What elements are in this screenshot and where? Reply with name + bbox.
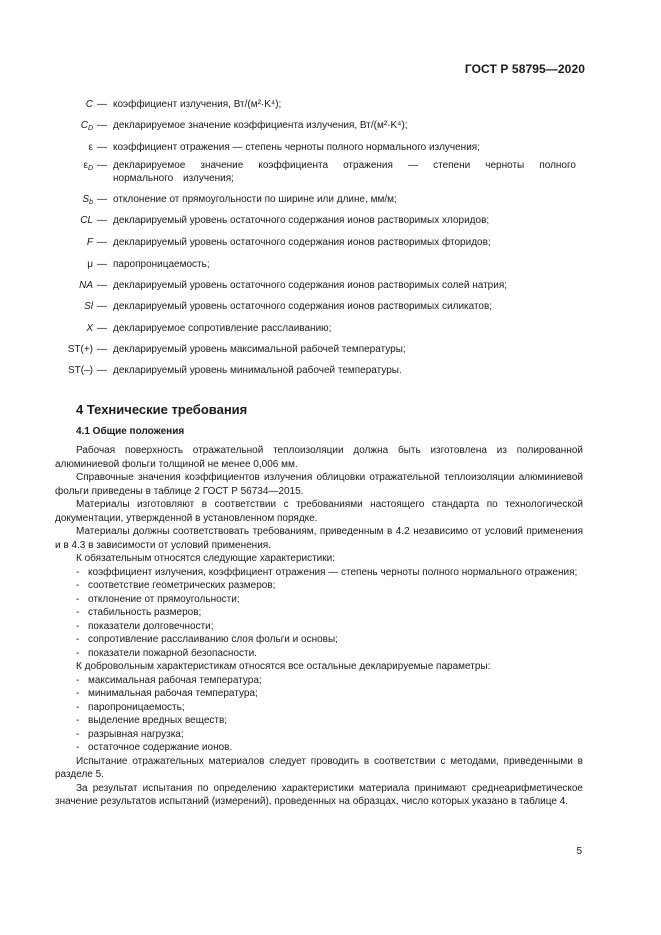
symbol-description: декларируемое значение коэффициента излучения, Вт/(м²·K⁴);	[113, 120, 408, 131]
em-dash: —	[97, 215, 107, 226]
paragraph: За результат испытания по определению характеристики материала принимают среднеарифметическое значение результатов испытаний (измерений), проведенных на образцах, число которых указано в таблице 4.	[55, 782, 583, 807]
list-item-text: соответствие геометрических размеров;	[88, 580, 276, 591]
symbol	[82, 193, 93, 206]
symbol-description: отклонение от прямоугольности по ширине или длине, мм/м;	[113, 194, 397, 205]
em-dash: —	[97, 120, 107, 131]
symbol	[84, 300, 93, 313]
paragraph: Материалы должны соответствовать требованиям, приведенным в 4.2 независимо от условий применения и в 4.3 в зависимости от условий применения.	[55, 526, 583, 551]
symbol-description: декларируемый уровень остаточного содержания ионов растворимых хлоридов;	[113, 215, 490, 226]
symbol-letter: Sl	[84, 301, 93, 312]
list-bullet: -	[76, 728, 80, 740]
paragraph: Испытание отражательных материалов следует проводить в соответствии с методами, приведенными в разделе 5.	[55, 755, 583, 780]
list-item	[55, 633, 583, 647]
symbol-letter: μ	[87, 259, 93, 270]
em-dash: —	[97, 99, 107, 110]
list-item-text: сопротивление расслаиванию слоя фольги и основы;	[88, 634, 338, 645]
symbol-letter: ST(+)	[67, 344, 93, 355]
paragraph: Материалы изготовляют в соответствии с требованиями настоящего стандарта по технологической документации, утвержденной в установленном порядке.	[55, 499, 583, 524]
symbol-description: коэффициент отражения — степень черноты полного нормального излучения;	[113, 142, 480, 153]
em-dash: —	[97, 142, 107, 153]
symbol-description: коэффициент излучения, Вт/(м²·K⁴);	[113, 99, 282, 110]
symbol-description: декларируемое значение коэффициента отражения — степени черноты полного нормального излучения;	[113, 160, 576, 184]
list-bullet: -	[76, 593, 80, 605]
list-item-text: показатели долговечности;	[88, 620, 214, 632]
symbol-letter: S	[82, 194, 90, 205]
em-dash: —	[97, 160, 107, 171]
symbol	[87, 236, 93, 249]
paragraph: Справочные значения коэффициентов излучения облицовки отражательной теплоизоляции алюминиевой фольги приведены в таблице 2 ГОСТ Р 56734—2015.	[55, 472, 583, 497]
list-item	[55, 606, 583, 620]
list-item	[55, 741, 583, 755]
symbol-letter: F	[86, 237, 93, 248]
list-item-text: минимальная рабочая температура;	[88, 688, 258, 699]
list-bullet: -	[76, 620, 80, 632]
paragraph: К обязательным относятся следующие характеристики:	[76, 553, 336, 564]
document-code: ГОСТ Р 58795—2020	[464, 62, 585, 76]
symbol-description: декларируемый уровень остаточного содержания ионов растворимых фторидов;	[113, 237, 491, 248]
list-bullet: -	[76, 566, 80, 578]
symbol-subscript: b	[89, 199, 93, 206]
list-item	[55, 714, 583, 728]
symbol-description: декларируемый уровень минимальной рабочей температуры.	[113, 365, 402, 376]
list-item	[55, 566, 583, 580]
symbol-description: декларируемый уровень остаточного содержания ионов растворимых силикатов;	[113, 301, 493, 312]
page-number: 5	[576, 846, 582, 857]
list-item	[55, 687, 583, 701]
list-bullet: -	[76, 701, 80, 713]
list-bullet: -	[76, 688, 80, 699]
symbol-letter: ε	[83, 160, 88, 171]
symbol-letter: C	[80, 120, 88, 131]
em-dash: —	[97, 194, 107, 205]
symbol	[68, 364, 93, 377]
em-dash: —	[97, 344, 107, 355]
list-item	[55, 579, 583, 593]
em-dash: —	[97, 259, 107, 270]
list-item-text: выделение вредных веществ;	[88, 715, 228, 726]
list-bullet: -	[76, 742, 80, 753]
list-item-text: паропроницаемость;	[88, 701, 185, 713]
symbol-description: паропроницаемость;	[113, 259, 210, 270]
symbol-subscript: D	[87, 165, 93, 172]
symbol	[89, 141, 93, 154]
em-dash: —	[97, 237, 107, 248]
paragraph: К добровольным характеристикам относятся все остальные декларируемые параметры:	[76, 661, 491, 672]
list-bullet: -	[76, 580, 80, 591]
list-bullet: -	[76, 634, 80, 645]
symbol	[68, 343, 93, 356]
symbol	[79, 279, 93, 292]
list-item-text: разрывная нагрузка;	[88, 728, 184, 740]
list-bullet: -	[76, 647, 80, 659]
symbol-letter: CL	[80, 215, 93, 226]
em-dash: —	[97, 301, 107, 312]
em-dash: —	[97, 365, 107, 376]
symbol-letter: NA	[79, 280, 93, 291]
symbol-letter: ε	[88, 142, 93, 153]
list-bullet: -	[76, 715, 80, 726]
voluntary-characteristics-list	[55, 674, 583, 755]
list-item	[55, 701, 583, 715]
list-bullet: -	[76, 607, 80, 618]
list-item-text: коэффициент излучения, коэффициент отражения — степень черноты полного нормального отражения;	[88, 566, 578, 578]
paragraph: Рабочая поверхность отражательной теплоизоляции должна быть изготовлена из полированной алюминиевой фольги толщиной не менее 0,006 мм.	[55, 445, 583, 470]
mandatory-characteristics-list	[55, 566, 583, 661]
em-dash: —	[97, 280, 107, 291]
list-item-text: отклонение от прямоугольности;	[88, 593, 240, 605]
symbol-description: декларируемый уровень остаточного содержания ионов растворимых солей натрия;	[113, 280, 508, 291]
symbol	[81, 119, 93, 132]
symbol-description: декларируемое сопротивление расслаиванию;	[113, 323, 332, 334]
list-item	[55, 674, 583, 688]
symbol-letter: X	[86, 323, 93, 334]
symbol-letter: C	[85, 99, 93, 110]
symbol-subscript: D	[87, 125, 93, 132]
list-item-text: стабильность размеров;	[88, 607, 202, 618]
symbol	[80, 214, 93, 227]
symbol-letter: ST(–)	[68, 365, 93, 376]
list-item-text: остаточное содержание ионов.	[88, 742, 233, 753]
section-title: 4 Технические требования	[76, 402, 248, 417]
list-item	[55, 620, 583, 634]
list-bullet: -	[76, 674, 80, 686]
subsection-title: 4.1 Общие положения	[76, 426, 185, 437]
list-item-text: показатели пожарной безопасности.	[88, 647, 257, 659]
list-item	[55, 647, 583, 661]
symbol-description: декларируемый уровень максимальной рабочей температуры;	[113, 344, 406, 355]
body-text	[55, 444, 583, 809]
symbol	[86, 322, 93, 335]
symbol	[83, 159, 93, 172]
list-item	[55, 728, 583, 742]
symbol	[87, 258, 93, 271]
list-item	[55, 593, 583, 607]
em-dash: —	[97, 323, 107, 334]
symbol	[86, 98, 93, 111]
list-item-text: максимальная рабочая температура;	[88, 674, 262, 686]
